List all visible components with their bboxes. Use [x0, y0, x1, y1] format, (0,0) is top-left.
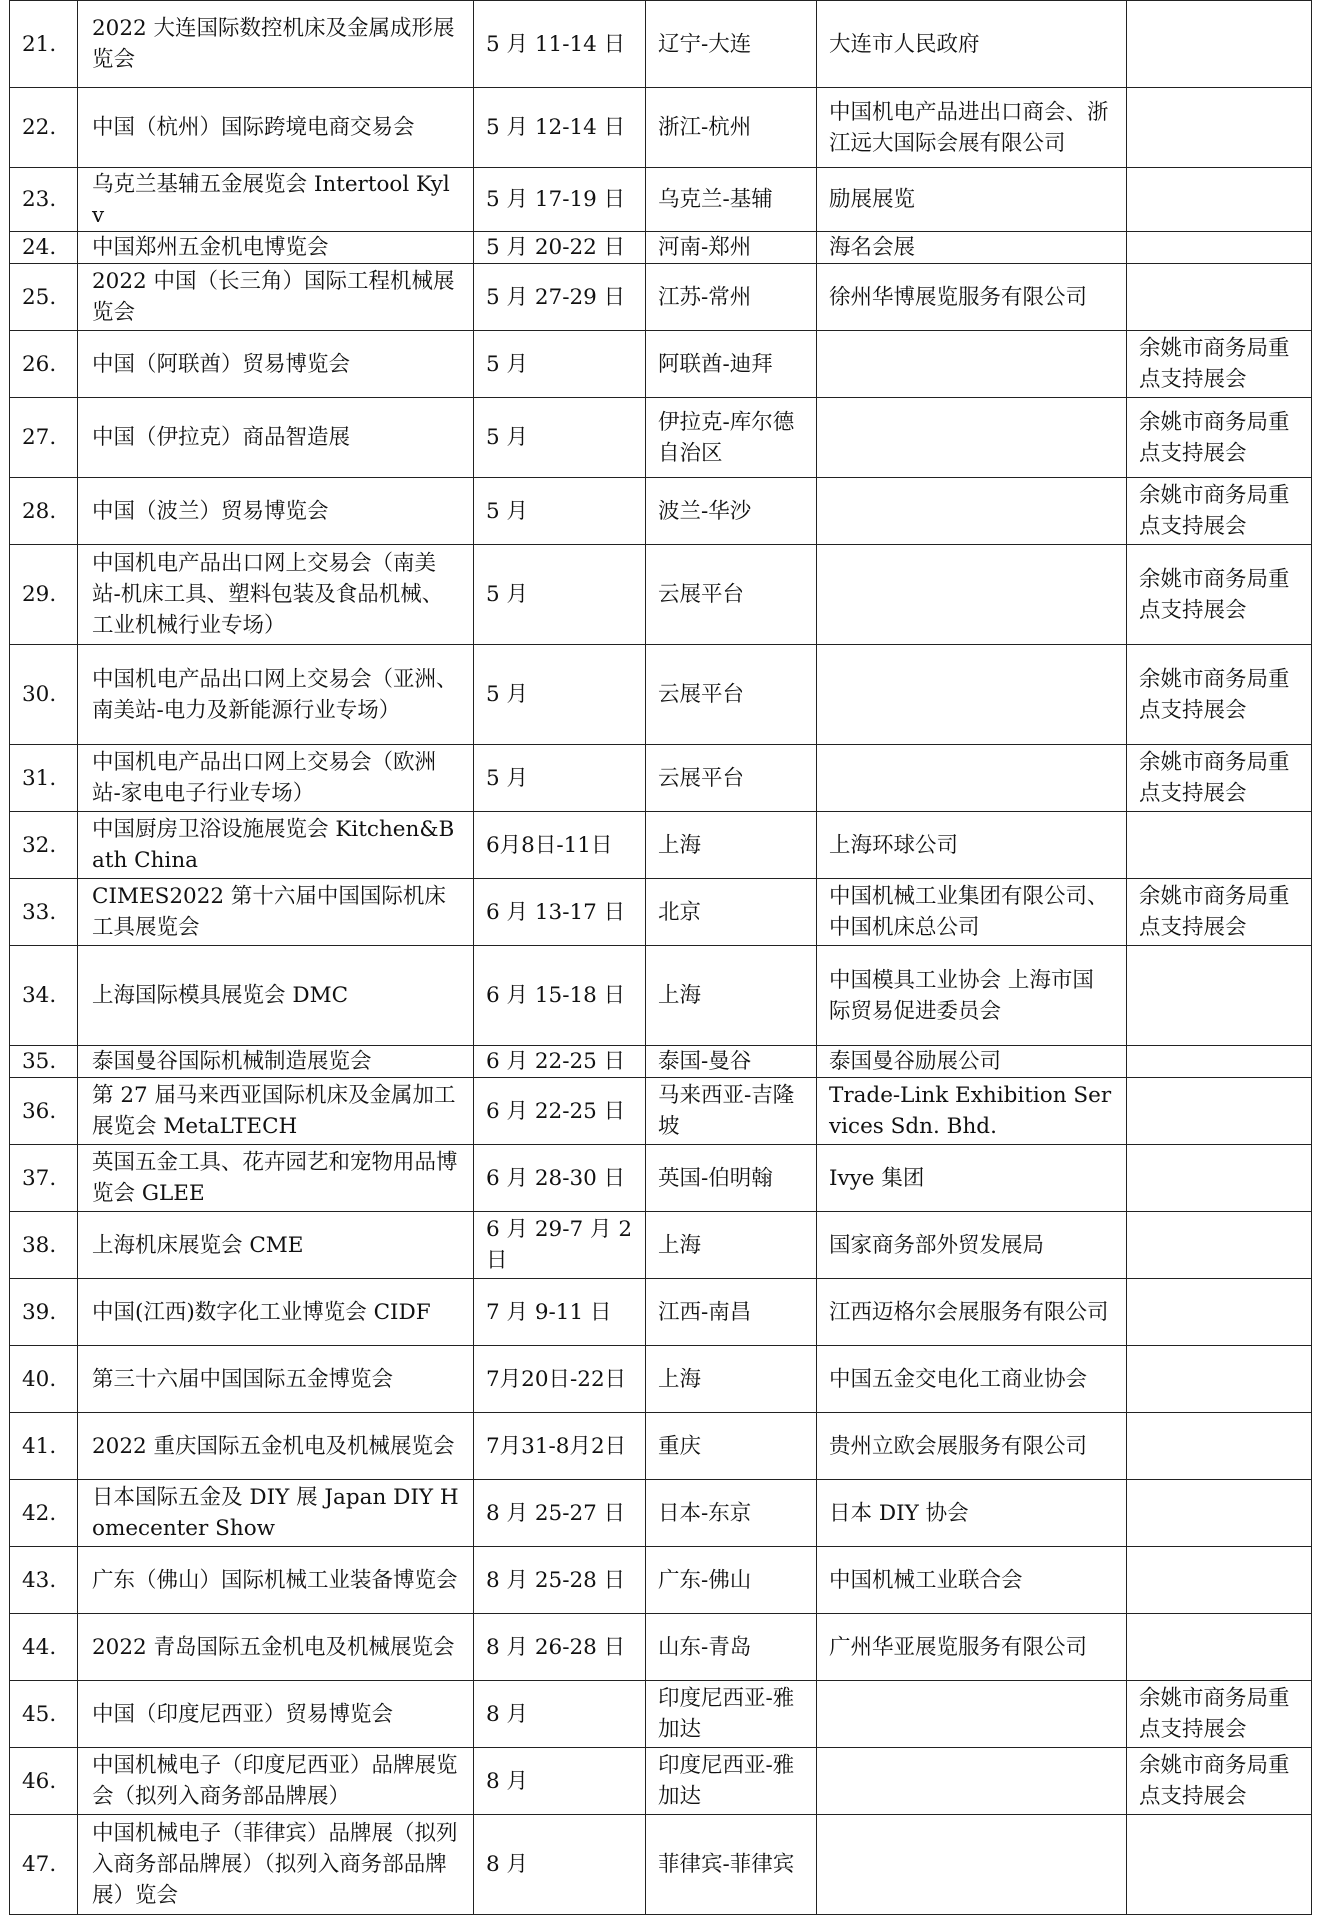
cell-no: 41. [10, 1413, 78, 1480]
cell-no: 29. [10, 545, 78, 645]
exhibition-schedule-table [9, 0, 1312, 1915]
cell-name: 广东（佛山）国际机械工业装备博览会 [78, 1547, 474, 1614]
cell-name: 中国机械电子（印度尼西亚）品牌展览会（拟列入商务部品牌展） [78, 1748, 474, 1815]
cell-date: 5 月 27-29 日 [474, 264, 646, 331]
cell-name: 中国郑州五金机电博览会 [78, 232, 474, 264]
cell-date: 7 月 9-11 日 [474, 1279, 646, 1346]
cell-note [1127, 1046, 1312, 1078]
cell-name: 中国(江西)数字化工业博览会 CIDF [78, 1279, 474, 1346]
cell-date: 6 月 15-18 日 [474, 946, 646, 1046]
cell-place: 河南-郑州 [646, 232, 817, 264]
cell-note: 余姚市商务局重点支持展会 [1127, 1748, 1312, 1815]
cell-name: 中国厨房卫浴设施展览会 Kitchen&Bath China [78, 812, 474, 879]
cell-organizer [817, 478, 1127, 545]
cell-no: 35. [10, 1046, 78, 1078]
cell-no: 45. [10, 1681, 78, 1748]
table-row [10, 331, 1312, 398]
cell-no: 26. [10, 331, 78, 398]
cell-no: 25. [10, 264, 78, 331]
cell-date: 6 月 22-25 日 [474, 1078, 646, 1145]
cell-no: 31. [10, 745, 78, 812]
cell-date: 5 月 20-22 日 [474, 232, 646, 264]
cell-date: 5 月 [474, 478, 646, 545]
cell-note [1127, 812, 1312, 879]
cell-organizer [817, 545, 1127, 645]
cell-note [1127, 946, 1312, 1046]
cell-place: 上海 [646, 1346, 817, 1413]
cell-name: 第三十六届中国国际五金博览会 [78, 1346, 474, 1413]
cell-note: 余姚市商务局重点支持展会 [1127, 745, 1312, 812]
table-row [10, 1212, 1312, 1279]
cell-name: 2022 重庆国际五金机电及机械展览会 [78, 1413, 474, 1480]
cell-date: 6 月 13-17 日 [474, 879, 646, 946]
cell-name: 英国五金工具、花卉园艺和宠物用品博览会 GLEE [78, 1145, 474, 1212]
cell-place: 上海 [646, 812, 817, 879]
cell-place: 印度尼西亚-雅加达 [646, 1681, 817, 1748]
cell-note [1127, 1212, 1312, 1279]
cell-organizer: 日本 DIY 协会 [817, 1480, 1127, 1547]
cell-organizer: 上海环球公司 [817, 812, 1127, 879]
cell-date: 7月20日-22日 [474, 1346, 646, 1413]
cell-note [1127, 1815, 1312, 1915]
cell-name: 2022 青岛国际五金机电及机械展览会 [78, 1614, 474, 1681]
cell-organizer [817, 645, 1127, 745]
cell-organizer [817, 1815, 1127, 1915]
table-body [10, 1, 1312, 1915]
table-row [10, 812, 1312, 879]
cell-place: 马来西亚-吉隆坡 [646, 1078, 817, 1145]
cell-organizer: 江西迈格尔会展服务有限公司 [817, 1279, 1127, 1346]
cell-place: 乌克兰-基辅 [646, 168, 817, 232]
table-row [10, 745, 1312, 812]
table-row [10, 264, 1312, 331]
table-row [10, 1046, 1312, 1078]
cell-organizer: 广州华亚展览服务有限公司 [817, 1614, 1127, 1681]
cell-date: 6 月 29-7 月 2 日 [474, 1212, 646, 1279]
cell-name: 上海国际模具展览会 DMC [78, 946, 474, 1046]
table-row [10, 168, 1312, 232]
cell-note [1127, 88, 1312, 168]
cell-name: 中国（印度尼西亚）贸易博览会 [78, 1681, 474, 1748]
cell-note [1127, 168, 1312, 232]
cell-organizer: 国家商务部外贸发展局 [817, 1212, 1127, 1279]
cell-no: 23. [10, 168, 78, 232]
cell-no: 37. [10, 1145, 78, 1212]
cell-place: 上海 [646, 946, 817, 1046]
cell-name: 泰国曼谷国际机械制造展览会 [78, 1046, 474, 1078]
cell-place: 波兰-华沙 [646, 478, 817, 545]
cell-place: 浙江-杭州 [646, 88, 817, 168]
cell-note [1127, 1, 1312, 88]
cell-place: 江西-南昌 [646, 1279, 817, 1346]
cell-date: 5 月 [474, 331, 646, 398]
cell-date: 8 月 25-27 日 [474, 1480, 646, 1547]
cell-note [1127, 232, 1312, 264]
cell-place: 云展平台 [646, 545, 817, 645]
cell-place: 上海 [646, 1212, 817, 1279]
table-row [10, 478, 1312, 545]
cell-date: 5 月 11-14 日 [474, 1, 646, 88]
cell-place: 阿联酋-迪拜 [646, 331, 817, 398]
table-row [10, 1547, 1312, 1614]
cell-organizer: 海名会展 [817, 232, 1127, 264]
cell-place: 日本-东京 [646, 1480, 817, 1547]
table-row [10, 1, 1312, 88]
cell-no: 22. [10, 88, 78, 168]
cell-note: 余姚市商务局重点支持展会 [1127, 478, 1312, 545]
cell-date: 8 月 [474, 1681, 646, 1748]
cell-note: 余姚市商务局重点支持展会 [1127, 1681, 1312, 1748]
cell-organizer: 徐州华博展览服务有限公司 [817, 264, 1127, 331]
cell-note: 余姚市商务局重点支持展会 [1127, 398, 1312, 478]
cell-place: 泰国-曼谷 [646, 1046, 817, 1078]
table-row [10, 1480, 1312, 1547]
cell-organizer: Ivye 集团 [817, 1145, 1127, 1212]
cell-date: 6月8日-11日 [474, 812, 646, 879]
cell-organizer [817, 331, 1127, 398]
table-row [10, 1413, 1312, 1480]
cell-note [1127, 264, 1312, 331]
cell-name: 上海机床展览会 CME [78, 1212, 474, 1279]
cell-name: 中国机电产品出口网上交易会（欧洲站-家电电子行业专场） [78, 745, 474, 812]
cell-no: 40. [10, 1346, 78, 1413]
cell-no: 46. [10, 1748, 78, 1815]
cell-organizer: 中国模具工业协会 上海市国际贸易促进委员会 [817, 946, 1127, 1046]
cell-name: 中国（伊拉克）商品智造展 [78, 398, 474, 478]
table-row [10, 1078, 1312, 1145]
table-row [10, 1614, 1312, 1681]
cell-organizer [817, 1681, 1127, 1748]
cell-date: 6 月 22-25 日 [474, 1046, 646, 1078]
cell-date: 5 月 [474, 745, 646, 812]
cell-organizer [817, 745, 1127, 812]
cell-organizer: Trade-Link Exhibition Services Sdn. Bhd. [817, 1078, 1127, 1145]
cell-organizer: 大连市人民政府 [817, 1, 1127, 88]
cell-organizer: 中国机电产品进出口商会、浙江远大国际会展有限公司 [817, 88, 1127, 168]
cell-place: 云展平台 [646, 645, 817, 745]
cell-organizer [817, 398, 1127, 478]
table-row [10, 1681, 1312, 1748]
cell-date: 5 月 [474, 398, 646, 478]
cell-note [1127, 1413, 1312, 1480]
table-row [10, 1145, 1312, 1212]
cell-name: 中国机械电子（菲律宾）品牌展（拟列入商务部品牌展）（拟列入商务部品牌展）览会 [78, 1815, 474, 1915]
table-row [10, 88, 1312, 168]
cell-place: 云展平台 [646, 745, 817, 812]
cell-no: 38. [10, 1212, 78, 1279]
cell-note [1127, 1346, 1312, 1413]
cell-organizer: 泰国曼谷励展公司 [817, 1046, 1127, 1078]
cell-date: 5 月 [474, 545, 646, 645]
cell-note: 余姚市商务局重点支持展会 [1127, 879, 1312, 946]
cell-note [1127, 1145, 1312, 1212]
cell-name: 2022 中国（长三角）国际工程机械展览会 [78, 264, 474, 331]
cell-organizer: 中国五金交电化工商业协会 [817, 1346, 1127, 1413]
cell-name: 2022 大连国际数控机床及金属成形展览会 [78, 1, 474, 88]
cell-no: 39. [10, 1279, 78, 1346]
cell-no: 33. [10, 879, 78, 946]
cell-date: 8 月 26-28 日 [474, 1614, 646, 1681]
table-row [10, 1815, 1312, 1915]
cell-place: 重庆 [646, 1413, 817, 1480]
cell-date: 5 月 [474, 645, 646, 745]
cell-place: 伊拉克-库尔德自治区 [646, 398, 817, 478]
cell-name: 第 27 届马来西亚国际机床及金属加工展览会 MetaLTECH [78, 1078, 474, 1145]
cell-no: 34. [10, 946, 78, 1046]
table-row [10, 879, 1312, 946]
cell-no: 43. [10, 1547, 78, 1614]
cell-note [1127, 1279, 1312, 1346]
cell-name: 乌克兰基辅五金展览会 Intertool Kylv [78, 168, 474, 232]
cell-date: 8 月 25-28 日 [474, 1547, 646, 1614]
cell-date: 5 月 17-19 日 [474, 168, 646, 232]
cell-no: 28. [10, 478, 78, 545]
cell-note [1127, 1078, 1312, 1145]
cell-place: 山东-青岛 [646, 1614, 817, 1681]
cell-no: 47. [10, 1815, 78, 1915]
cell-date: 6 月 28-30 日 [474, 1145, 646, 1212]
table-row [10, 946, 1312, 1046]
cell-place: 广东-佛山 [646, 1547, 817, 1614]
cell-no: 42. [10, 1480, 78, 1547]
cell-no: 27. [10, 398, 78, 478]
cell-date: 5 月 12-14 日 [474, 88, 646, 168]
cell-note [1127, 1480, 1312, 1547]
cell-no: 44. [10, 1614, 78, 1681]
cell-name: 中国机电产品出口网上交易会（南美站-机床工具、塑料包装及食品机械、工业机械行业专场） [78, 545, 474, 645]
cell-organizer: 励展展览 [817, 168, 1127, 232]
table-row [10, 398, 1312, 478]
cell-name: 中国（阿联酋）贸易博览会 [78, 331, 474, 398]
cell-no: 32. [10, 812, 78, 879]
cell-note: 余姚市商务局重点支持展会 [1127, 331, 1312, 398]
cell-place: 印度尼西亚-雅加达 [646, 1748, 817, 1815]
cell-place: 菲律宾-菲律宾 [646, 1815, 817, 1915]
table-row [10, 1748, 1312, 1815]
cell-organizer: 中国机械工业集团有限公司、中国机床总公司 [817, 879, 1127, 946]
cell-date: 7月31-8月2日 [474, 1413, 646, 1480]
cell-place: 江苏-常州 [646, 264, 817, 331]
cell-name: CIMES2022 第十六届中国国际机床工具展览会 [78, 879, 474, 946]
cell-date: 8 月 [474, 1748, 646, 1815]
table-row [10, 1279, 1312, 1346]
cell-place: 英国-伯明翰 [646, 1145, 817, 1212]
cell-no: 21. [10, 1, 78, 88]
cell-note [1127, 1547, 1312, 1614]
cell-name: 中国机电产品出口网上交易会（亚洲、南美站-电力及新能源行业专场） [78, 645, 474, 745]
table-row [10, 545, 1312, 645]
cell-organizer [817, 1748, 1127, 1815]
cell-place: 辽宁-大连 [646, 1, 817, 88]
cell-name: 中国（波兰）贸易博览会 [78, 478, 474, 545]
cell-name: 中国（杭州）国际跨境电商交易会 [78, 88, 474, 168]
cell-note: 余姚市商务局重点支持展会 [1127, 645, 1312, 745]
table-row [10, 645, 1312, 745]
cell-organizer: 贵州立欧会展服务有限公司 [817, 1413, 1127, 1480]
table-row [10, 232, 1312, 264]
cell-no: 30. [10, 645, 78, 745]
cell-note: 余姚市商务局重点支持展会 [1127, 545, 1312, 645]
cell-organizer: 中国机械工业联合会 [817, 1547, 1127, 1614]
cell-no: 36. [10, 1078, 78, 1145]
cell-no: 24. [10, 232, 78, 264]
cell-place: 北京 [646, 879, 817, 946]
cell-note [1127, 1614, 1312, 1681]
cell-name: 日本国际五金及 DIY 展 Japan DIY Homecenter Show [78, 1480, 474, 1547]
table-row [10, 1346, 1312, 1413]
cell-date: 8 月 [474, 1815, 646, 1915]
